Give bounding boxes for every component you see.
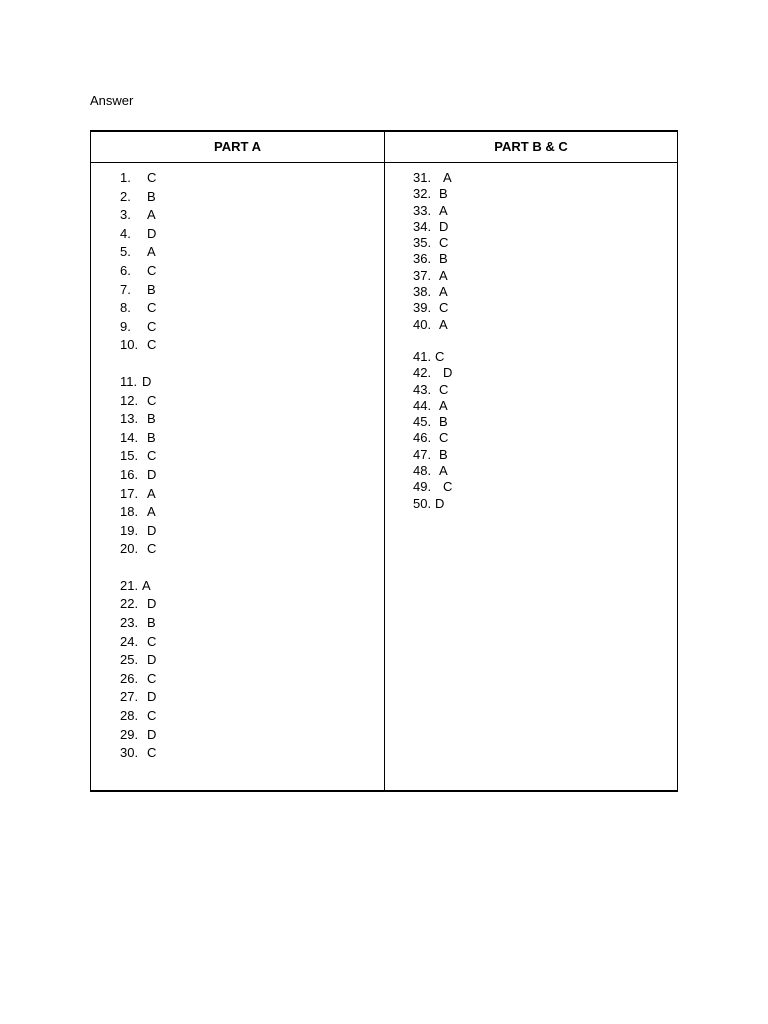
list-item xyxy=(413,170,452,186)
question-number: 26. xyxy=(120,670,139,686)
answer-letter: C xyxy=(439,235,449,251)
answer-letter: C xyxy=(147,392,157,408)
question-number: 35. xyxy=(413,235,432,251)
question-number: 1. xyxy=(120,170,131,185)
question-number: 46. xyxy=(413,430,432,446)
list-item xyxy=(120,319,156,338)
list-item xyxy=(120,541,156,560)
question-number: 12. xyxy=(120,392,139,408)
question-number: 17. xyxy=(120,485,139,501)
answer-letter: B xyxy=(147,429,156,445)
list-item xyxy=(120,337,156,356)
question-number: 5. xyxy=(120,244,131,260)
answer-letter: C xyxy=(147,541,157,557)
answer-letter: C xyxy=(147,633,157,649)
question-number: 33. xyxy=(413,202,432,218)
question-number: 10. xyxy=(120,337,139,353)
part-bc-header: PART B & C xyxy=(494,139,568,154)
question-number: 30. xyxy=(120,745,139,761)
question-number: 9. xyxy=(120,318,131,334)
list-item xyxy=(120,708,156,727)
answer-letter: C xyxy=(147,448,157,464)
answer-letter: A xyxy=(439,284,448,300)
answer-letter: C xyxy=(147,318,157,334)
list-item xyxy=(413,447,452,463)
answer-letter: C xyxy=(439,300,449,316)
answer-letter: B xyxy=(147,411,156,427)
question-number: 22. xyxy=(120,596,139,612)
part-a-answer-list xyxy=(120,170,156,764)
list-item xyxy=(120,634,156,653)
answer-letter: D xyxy=(443,365,453,381)
answer-letter: B xyxy=(147,281,156,297)
answer-letter: B xyxy=(439,446,448,462)
question-number: 7. xyxy=(120,281,131,297)
list-item xyxy=(413,382,452,398)
question-number: 36. xyxy=(413,251,432,267)
answer-letter: C xyxy=(439,430,449,446)
question-number: 19. xyxy=(120,522,139,538)
list-item xyxy=(120,244,156,263)
answer-letter: B xyxy=(147,188,156,204)
answer-letter: D xyxy=(147,596,157,612)
list-item xyxy=(120,615,156,634)
question-number: 24. xyxy=(120,633,139,649)
question-number: 27. xyxy=(120,689,139,705)
list-item: 11. D xyxy=(120,373,152,389)
answer-letter: A xyxy=(439,463,448,479)
question-number: 31. xyxy=(413,170,432,185)
list-item xyxy=(120,282,156,301)
answer-letter: C xyxy=(147,337,157,353)
list-item xyxy=(413,463,452,479)
question-number: 28. xyxy=(120,708,139,724)
list-item xyxy=(413,479,452,495)
answer-letter: D xyxy=(142,373,152,389)
list-item xyxy=(413,284,452,300)
question-number: 43. xyxy=(413,381,432,397)
list-item xyxy=(120,170,156,189)
question-number: 45. xyxy=(413,414,432,430)
list-item xyxy=(120,596,156,615)
list-item xyxy=(120,467,156,486)
page-title: Answer xyxy=(90,93,134,108)
list-item xyxy=(413,268,452,284)
question-number: 23. xyxy=(120,615,139,631)
answer-table xyxy=(90,130,678,792)
answer-letter: B xyxy=(147,615,156,631)
answer-letter: A xyxy=(147,207,156,223)
answer-letter: D xyxy=(435,495,445,511)
list-item xyxy=(413,251,452,267)
question-number: 42. xyxy=(413,365,432,381)
list-item xyxy=(120,393,156,412)
answer-letter: A xyxy=(443,170,452,185)
list-item xyxy=(413,365,452,381)
answer-letter: D xyxy=(439,218,449,234)
question-number: 48. xyxy=(413,463,432,479)
answer-letter: A xyxy=(439,267,448,283)
answer-letter: D xyxy=(147,466,157,482)
list-item xyxy=(413,186,452,202)
list-item xyxy=(120,226,156,245)
question-number: 32. xyxy=(413,186,432,202)
question-number: 20. xyxy=(120,541,139,557)
list-item xyxy=(413,203,452,219)
list-item: 50. D xyxy=(413,495,445,511)
answer-letter: C xyxy=(439,381,449,397)
question-number: 29. xyxy=(120,726,139,742)
list-item xyxy=(120,448,156,467)
answer-letter: C xyxy=(147,708,157,724)
question-number: 18. xyxy=(120,504,139,520)
answer-letter: B xyxy=(439,414,448,430)
answer-letter: C xyxy=(147,745,157,761)
list-item xyxy=(120,430,156,449)
part-bc-answer-list xyxy=(413,170,452,512)
list-item xyxy=(120,523,156,542)
list-item xyxy=(120,671,156,690)
question-number: 40. xyxy=(413,316,432,332)
answer-letter: D xyxy=(147,225,157,241)
list-item xyxy=(120,727,156,746)
list-item xyxy=(413,317,452,333)
question-number: 34. xyxy=(413,218,432,234)
answer-letter: D xyxy=(147,652,157,668)
list-item xyxy=(413,219,452,235)
answer-letter: A xyxy=(142,577,151,593)
list-item xyxy=(120,504,156,523)
answer-letter: A xyxy=(147,485,156,501)
question-number: 4. xyxy=(120,225,131,241)
question-number: 14. xyxy=(120,429,139,445)
question-number: 37. xyxy=(413,267,432,283)
list-item xyxy=(120,486,156,505)
list-item xyxy=(413,398,452,414)
question-number: 8. xyxy=(120,300,131,316)
answer-letter: A xyxy=(439,316,448,332)
question-number: 39. xyxy=(413,300,432,316)
question-number: 16. xyxy=(120,466,139,482)
list-item xyxy=(413,300,452,316)
question-number: 38. xyxy=(413,284,432,300)
column-divider xyxy=(384,132,385,790)
answer-letter: C xyxy=(147,262,157,278)
list-item xyxy=(120,745,156,764)
question-number: 44. xyxy=(413,397,432,413)
list-item xyxy=(120,689,156,708)
answer-letter: D xyxy=(147,689,157,705)
answer-letter: D xyxy=(147,726,157,742)
list-item xyxy=(413,414,452,430)
answer-letter: C xyxy=(147,170,157,185)
answer-letter: A xyxy=(439,397,448,413)
question-number: 3. xyxy=(120,207,131,223)
list-item xyxy=(413,235,452,251)
answer-letter: A xyxy=(147,504,156,520)
list-item xyxy=(120,652,156,671)
list-item xyxy=(120,207,156,226)
part-a-header: PART A xyxy=(214,139,261,154)
question-number: 47. xyxy=(413,446,432,462)
question-number: 2. xyxy=(120,188,131,204)
list-item xyxy=(120,263,156,282)
list-item xyxy=(120,189,156,208)
list-item xyxy=(120,411,156,430)
answer-letter: C xyxy=(147,670,157,686)
question-number: 15. xyxy=(120,448,139,464)
answer-letter: A xyxy=(147,244,156,260)
question-number: 49. xyxy=(413,479,432,495)
question-number: 13. xyxy=(120,411,139,427)
question-number: 6. xyxy=(120,262,131,278)
answer-letter: A xyxy=(439,202,448,218)
question-number: 25. xyxy=(120,652,139,668)
list-item xyxy=(413,430,452,446)
answer-letter: B xyxy=(439,186,448,202)
answer-letter: C xyxy=(435,348,445,364)
answer-letter: D xyxy=(147,522,157,538)
list-item: 41. C xyxy=(413,348,445,364)
list-item: 21. A xyxy=(120,577,151,593)
answer-letter: C xyxy=(443,479,453,495)
list-item xyxy=(120,300,156,319)
answer-letter: B xyxy=(439,251,448,267)
answer-letter: C xyxy=(147,300,157,316)
